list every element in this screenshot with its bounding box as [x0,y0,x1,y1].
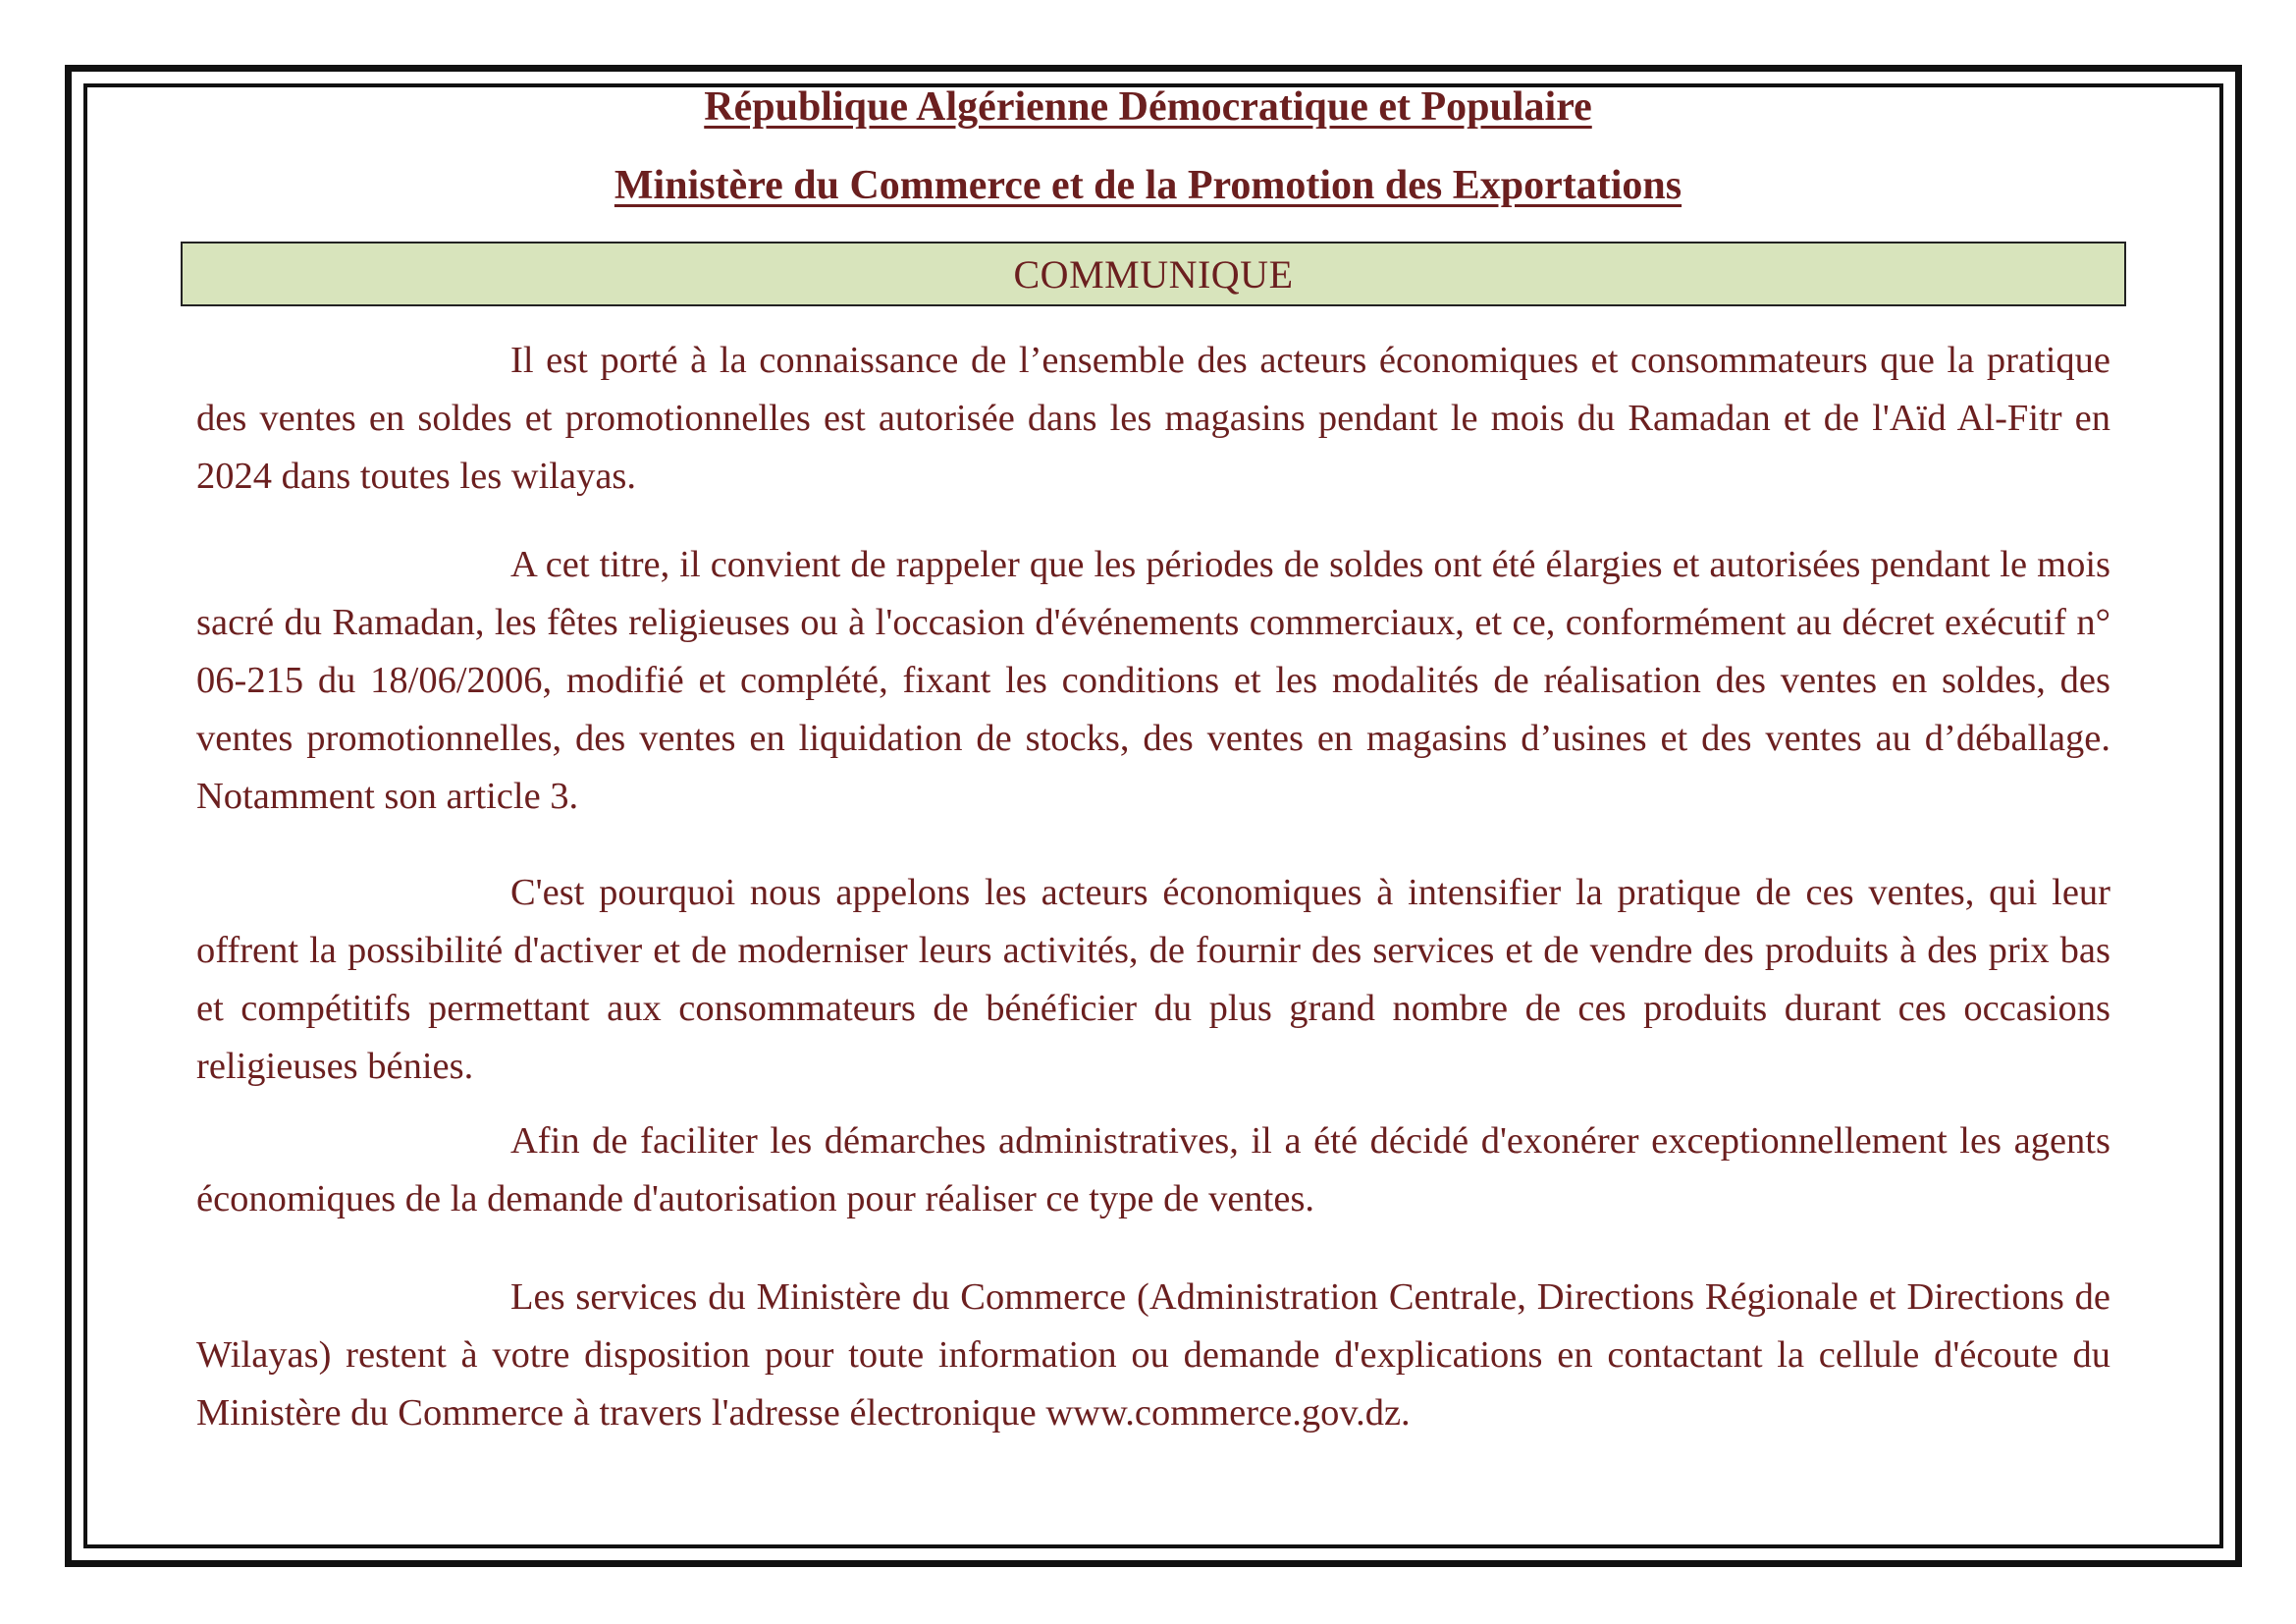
paragraph-legal-reference: A cet titre, il convient de rappeler que les périodes de soldes ont été élargies et autorisées pendant le mois sacré du Ramadan, les fêtes religieuses ou à l'occasion d'événements commerciaux, et ce, conformément au décret exécutif n° 06-215 du 18/06/2006, modifié et complété, fixant les conditions et les modalités de réalisation des ventes en soldes, des ventes promotionnelles, des ventes en liquidation de stocks, des ventes en magasins d’usines et des ventes au d’déballage. Notamment son article 3. [196,544,2110,817]
paragraph-announcement: Il est porté à la connaissance de l’ensemble des acteurs économiques et consommateurs que la pratique des ventes en soldes et promotionnelles est autorisée dans les magasins pendant le mois du Ramadan et de l'Aïd Al-Fitr en 2024 dans toutes les wilayas. [196,340,2110,497]
republic-heading: République Algérienne Démocratique et Populaire [704,84,1592,130]
paragraph-call-to-action: C'est pourquoi nous appelons les acteurs économiques à intensifier la pratique de ces ventes, qui leur offrent la possibilité d'activer et de moderniser leurs activités, de fournir des services et de vendre des produits à des prix bas et compétitifs permettant aux consommateurs de bénéficier du plus grand nombre de ces produits durant ces occasions religieuses bénies. [196,872,2110,1087]
communique-banner [181,242,2126,306]
communique-title: COMMUNIQUE [1013,251,1294,297]
paragraph-exemption: Afin de faciliter les démarches administratives, il a été décidé d'exonérer exceptionnellement les agents économiques de la demande d'autorisation pour réaliser ce type de ventes. [196,1120,2110,1219]
ministry-heading: Ministère du Commerce et de la Promotion des Exportations [614,163,1682,208]
paragraph-contact: Les services du Ministère du Commerce (Administration Centrale, Directions Régionale et Directions de Wilayas) restent à votre disposition pour toute information ou demande d'explications en contactant la cellule d'écoute du Ministère du Commerce à travers l'adresse électronique www.commerce.gov.dz. [196,1276,2110,1434]
